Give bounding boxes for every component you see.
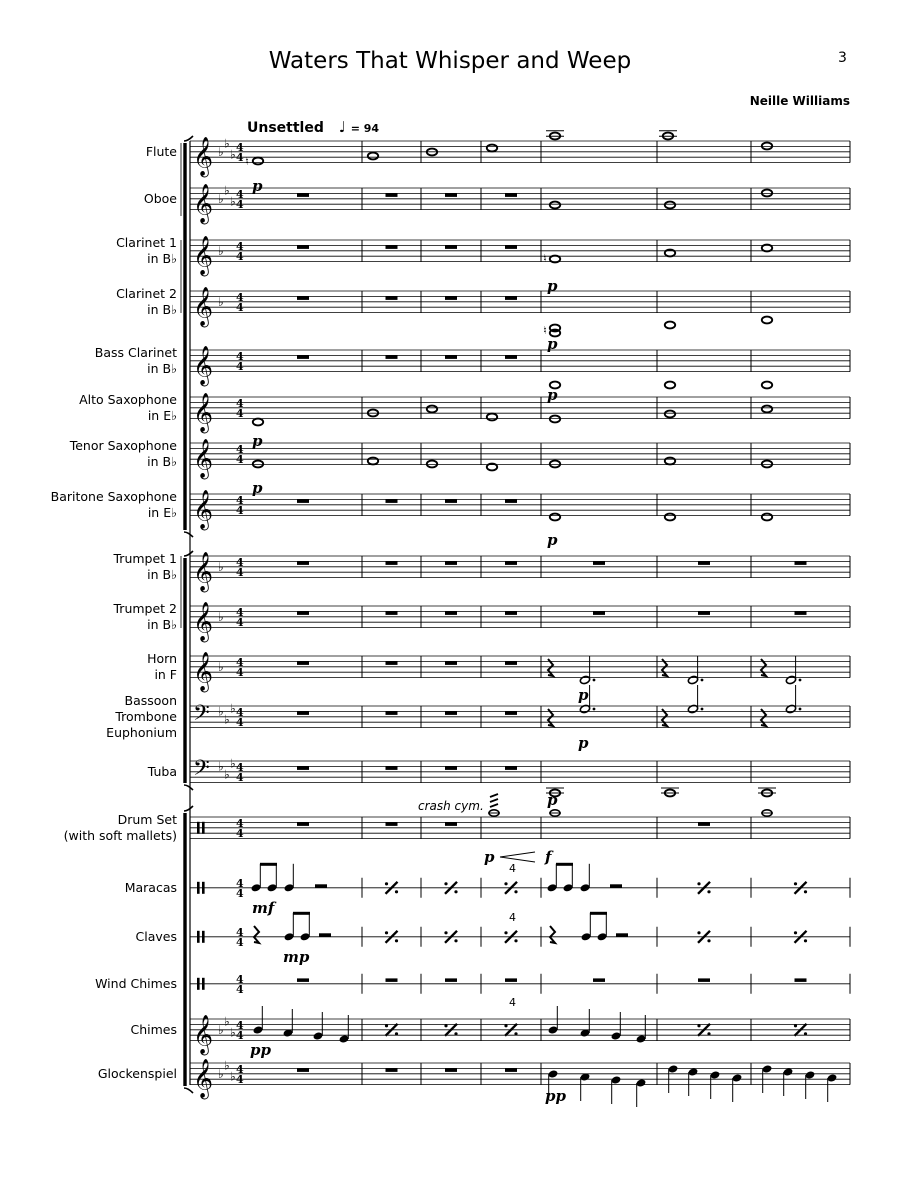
whole-rest [445, 1068, 457, 1072]
whole-rest [698, 611, 710, 615]
key-flat-icon: ♭ [218, 1066, 224, 1081]
repeat-count: 4 [509, 996, 516, 1009]
time-sig-bottom: 4 [236, 406, 244, 420]
whole-rest [593, 611, 605, 615]
whole-rest [386, 355, 398, 359]
staff-horn [190, 656, 850, 678]
whole-rest [297, 193, 309, 197]
instrument-label-oboe: Oboe [143, 190, 177, 206]
staff-low-brass [190, 706, 850, 728]
quarter-note-icon: ♩ [338, 118, 346, 136]
time-sig-bottom: 4 [236, 826, 244, 840]
whole-note [762, 406, 772, 413]
beam [260, 863, 277, 866]
treble-clef-icon: 𝄞 [193, 1014, 214, 1055]
percussion-clef-icon [202, 978, 205, 990]
staff-alto-sax [190, 397, 850, 419]
treble-clef-icon: 𝄞 [193, 438, 214, 479]
repeat-count: 4 [509, 911, 516, 924]
whole-rest [505, 193, 517, 197]
dynamic-mf: mf [252, 899, 275, 917]
time-sig-bottom: 4 [236, 150, 244, 164]
augmentation-dot [593, 679, 596, 682]
whole-note [665, 382, 675, 389]
key-flat-icon: ♭ [230, 194, 236, 209]
key-flat-icon: ♭ [224, 1058, 230, 1073]
time-sig-bottom: 4 [236, 982, 244, 996]
whole-rest [445, 978, 457, 982]
whole-note [253, 419, 263, 426]
key-flat-icon: ♭ [218, 559, 224, 574]
time-sig-top: 4 [236, 760, 244, 774]
dynamic-pp: pp [545, 1087, 566, 1105]
whole-rest [445, 711, 457, 715]
measure-repeat-dot [794, 1024, 797, 1027]
whole-rest [297, 355, 309, 359]
time-sig-top: 4 [236, 349, 244, 363]
measure-repeat-dot [707, 939, 710, 942]
percussion-clef-icon [197, 822, 200, 834]
dynamic-p: p [547, 531, 558, 549]
whole-rest [795, 611, 807, 615]
bass-clef-icon: 𝄢 [193, 700, 210, 731]
half-rest [315, 884, 327, 888]
whole-rest [505, 978, 517, 982]
dynamic-p: p [578, 686, 589, 704]
whole-rest [297, 661, 309, 665]
treble-clef-icon: 𝄞 [193, 1058, 214, 1099]
instrument-label-chimes: Chimes [130, 1021, 177, 1037]
page-number: 3 [838, 50, 847, 66]
dynamic-pp: pp [250, 1041, 271, 1059]
whole-rest [795, 978, 807, 982]
staff-tuba [190, 761, 850, 783]
key-flat-icon: ♭ [224, 183, 230, 198]
key-flat-icon: ♭ [224, 767, 230, 782]
woodwind-bracket-cap [184, 136, 193, 141]
key-flat-icon: ♭ [224, 136, 230, 151]
measure-repeat-dot [504, 882, 507, 885]
dotted-half-note [687, 675, 698, 684]
whole-rest [297, 711, 309, 715]
whole-rest [386, 822, 398, 826]
composer: Neille Williams [749, 94, 850, 108]
percussion-bracket-cap [184, 806, 193, 811]
beam [556, 863, 573, 866]
repeat-count: 4 [509, 862, 516, 875]
time-sig-top: 4 [236, 493, 244, 507]
staff-wind-chimes [190, 974, 850, 994]
whole-note [762, 382, 772, 389]
whole-rest [386, 978, 398, 982]
whole-rest [445, 561, 457, 565]
key-flat-icon: ♭ [218, 759, 224, 774]
measure-repeat-dot [385, 1024, 388, 1027]
tremolo-slash [490, 804, 498, 807]
woodwind-bracket-cap [184, 532, 193, 537]
instrument-label-low-brass: Bassoon Trombone Euphonium [106, 692, 177, 740]
staff-drum-set [190, 817, 850, 839]
treble-clef-icon: 𝄞 [193, 136, 214, 177]
measure-repeat-dot [395, 1032, 398, 1035]
whole-rest [505, 766, 517, 770]
treble-clef-icon: 𝄞 [193, 489, 214, 530]
whole-rest [386, 193, 398, 197]
natural-icon: ♮ [245, 155, 249, 168]
instrument-label-trumpet1: Trumpet 1 in B♭ [113, 550, 177, 582]
augmentation-dot [799, 679, 802, 682]
whole-rest [445, 296, 457, 300]
whole-note [762, 514, 772, 521]
measure-repeat-dot [514, 1032, 517, 1035]
measure-repeat-dot [707, 890, 710, 893]
time-sig-top: 4 [236, 1062, 244, 1076]
whole-rest [505, 661, 517, 665]
instrument-label-clarinet2: Clarinet 2 in B♭ [116, 285, 177, 317]
percussion-clef-icon [202, 882, 205, 894]
whole-note [550, 202, 560, 209]
time-sig-top: 4 [236, 655, 244, 669]
key-flat-icon: ♭ [218, 1022, 224, 1037]
time-sig-top: 4 [236, 1018, 244, 1032]
whole-rest [297, 822, 309, 826]
time-sig-top: 4 [236, 140, 244, 154]
whole-rest [386, 661, 398, 665]
instrument-label-tuba: Tuba [147, 763, 177, 779]
dynamic-p: p [578, 734, 589, 752]
whole-note [665, 514, 675, 521]
whole-rest [698, 978, 710, 982]
measure-repeat-dot [794, 931, 797, 934]
instrument-label-claves: Claves [135, 928, 177, 944]
measure-repeat-dot [395, 890, 398, 893]
staff-clarinet2 [190, 291, 850, 313]
treble-clef-icon: 𝄞 [193, 183, 214, 224]
measure-repeat-dot [697, 931, 700, 934]
measure-repeat-dot [697, 882, 700, 885]
time-sig-top: 4 [236, 187, 244, 201]
whole-rest [445, 499, 457, 503]
whole-rest [698, 561, 710, 565]
whole-rest [297, 611, 309, 615]
whole-rest [505, 611, 517, 615]
measure-repeat-dot [804, 1032, 807, 1035]
whole-note [665, 202, 675, 209]
time-sig-top: 4 [236, 555, 244, 569]
time-sig-top: 4 [236, 239, 244, 253]
whole-rest [386, 1068, 398, 1072]
whole-rest [505, 711, 517, 715]
percussion-clef-icon [197, 931, 200, 943]
time-sig-top: 4 [236, 290, 244, 304]
treble-clef-icon: 𝄞 [193, 601, 214, 642]
whole-rest [505, 245, 517, 249]
time-sig-top: 4 [236, 705, 244, 719]
staff-oboe [190, 188, 850, 210]
treble-clef-icon: 𝄞 [193, 551, 214, 592]
time-sig-bottom: 4 [236, 770, 244, 784]
measure-repeat-dot [395, 939, 398, 942]
measure-repeat-dot [707, 1032, 710, 1035]
whole-note [550, 461, 560, 468]
measure-repeat-dot [454, 939, 457, 942]
natural-icon: ♮ [543, 252, 547, 265]
whole-rest [297, 245, 309, 249]
staff-flute [190, 141, 850, 163]
whole-rest [593, 561, 605, 565]
augmentation-dot [701, 679, 704, 682]
time-sig-top: 4 [236, 816, 244, 830]
page-title: Waters That Whisper and Weep [268, 48, 632, 74]
whole-note [762, 317, 772, 324]
time-sig-top: 4 [236, 972, 244, 986]
dynamic-mp: mp [283, 948, 310, 966]
measure-repeat-dot [794, 882, 797, 885]
measure-repeat-dot [385, 882, 388, 885]
time-sig-bottom: 4 [236, 452, 244, 466]
whole-rest [445, 245, 457, 249]
treble-clef-icon: 𝄞 [193, 651, 214, 692]
crescendo-hairpin [500, 852, 535, 862]
key-flat-icon: ♭ [230, 1069, 236, 1084]
whole-note [368, 153, 378, 160]
whole-rest [386, 611, 398, 615]
whole-rest [386, 561, 398, 565]
augmentation-dot [799, 708, 802, 711]
dotted-half-note [579, 675, 590, 684]
measure-repeat-dot [454, 890, 457, 893]
time-sig-bottom: 4 [236, 359, 244, 373]
instrument-label-horn: Horn in F [147, 650, 177, 682]
whole-rest [445, 193, 457, 197]
staff-bari-sax [190, 494, 850, 516]
key-flat-icon: ♭ [230, 147, 236, 162]
instrument-label-maracas: Maracas [124, 879, 177, 895]
whole-note [665, 322, 675, 329]
percussion-clef-icon [202, 822, 205, 834]
whole-rest [505, 296, 517, 300]
staff-trumpet1 [190, 556, 850, 578]
time-sig-bottom: 4 [236, 886, 244, 900]
whole-rest [386, 499, 398, 503]
time-sig-bottom: 4 [236, 503, 244, 517]
key-flat-icon: ♭ [230, 701, 236, 716]
brass-bracket-cap [184, 551, 193, 556]
measure-repeat-dot [514, 890, 517, 893]
natural-icon: ♮ [543, 324, 547, 337]
whole-note [368, 458, 378, 465]
whole-note [253, 158, 263, 165]
instrument-label-bari-sax: Baritone Saxophone in E♭ [50, 488, 177, 520]
whole-rest [297, 561, 309, 565]
treble-clef-icon: 𝄞 [193, 286, 214, 327]
time-sig-bottom: 4 [236, 665, 244, 679]
dynamic-p: p [547, 791, 558, 809]
whole-note [665, 458, 675, 465]
whole-rest [297, 1068, 309, 1072]
time-sig-bottom: 4 [236, 615, 244, 629]
measure-repeat-dot [504, 1024, 507, 1027]
whole-rest [386, 711, 398, 715]
measure-repeat-dot [385, 931, 388, 934]
brass-bracket-cap [184, 785, 193, 790]
instrument-label-trumpet2: Trumpet 2 in B♭ [113, 600, 177, 632]
tempo-text: Unsettled [247, 120, 324, 136]
measure-repeat-dot [444, 882, 447, 885]
whole-rest [505, 355, 517, 359]
tempo-bpm: = 94 [350, 122, 380, 135]
whole-rest [445, 355, 457, 359]
whole-note [762, 461, 772, 468]
whole-rest [386, 245, 398, 249]
key-flat-icon: ♭ [218, 659, 224, 674]
dynamic-p: p [252, 432, 263, 450]
time-sig-top: 4 [236, 876, 244, 890]
key-flat-icon: ♭ [218, 294, 224, 309]
dynamic-p: p [484, 848, 495, 866]
dynamic-p: p [547, 386, 558, 404]
key-flat-icon: ♭ [218, 609, 224, 624]
treble-clef-icon: 𝄞 [193, 235, 214, 276]
measure-repeat-dot [514, 939, 517, 942]
time-sig-bottom: 4 [236, 565, 244, 579]
quarter-rest [550, 926, 555, 943]
time-sig-top: 4 [236, 396, 244, 410]
time-sig-top: 4 [236, 605, 244, 619]
time-sig-bottom: 4 [236, 715, 244, 729]
instrument-label-glockenspiel: Glockenspiel [97, 1065, 177, 1081]
time-sig-bottom: 4 [236, 249, 244, 263]
tremolo-slash [490, 799, 498, 802]
whole-rest [445, 822, 457, 826]
whole-rest [445, 766, 457, 770]
whole-rest [698, 822, 710, 826]
staff-bass-clarinet [190, 350, 850, 372]
whole-rest [297, 499, 309, 503]
whole-note [550, 514, 560, 521]
crash-cymbal-label: crash cym. [418, 799, 484, 813]
percussion-bracket-cap [184, 1088, 193, 1093]
measure-repeat-dot [804, 890, 807, 893]
whole-rest [505, 561, 517, 565]
measure-repeat-dot [444, 1024, 447, 1027]
whole-rest [297, 296, 309, 300]
dynamic-p: p [252, 177, 263, 195]
measure-repeat-dot [444, 931, 447, 934]
percussion-clef-icon [197, 882, 200, 894]
staff-glockenspiel [190, 1063, 850, 1085]
half-rest [616, 933, 628, 937]
whole-note [427, 406, 437, 413]
time-sig-top: 4 [236, 925, 244, 939]
treble-clef-icon: 𝄞 [193, 345, 214, 386]
whole-rest [386, 766, 398, 770]
key-flat-icon: ♭ [218, 191, 224, 206]
instrument-label-clarinet1: Clarinet 1 in B♭ [116, 234, 177, 266]
whole-note [487, 414, 497, 421]
bass-clef-icon: 𝄢 [193, 755, 210, 786]
measure-repeat-dot [454, 1032, 457, 1035]
whole-rest [505, 1068, 517, 1072]
key-flat-icon: ♭ [224, 1014, 230, 1029]
instrument-label-alto-sax: Alto Saxophone in E♭ [79, 391, 177, 423]
whole-rest [795, 561, 807, 565]
whole-note [665, 411, 675, 418]
whole-note [427, 461, 437, 468]
instrument-label-flute: Flute [145, 143, 177, 159]
instrument-label-wind-chimes: Wind Chimes [95, 975, 177, 991]
whole-rest [297, 766, 309, 770]
instrument-label-drum-set: Drum Set (with soft mallets) [63, 811, 177, 843]
half-rest [319, 933, 331, 937]
time-sig-bottom: 4 [236, 1028, 244, 1042]
staff-trumpet2 [190, 606, 850, 628]
beam [590, 912, 607, 915]
dynamic-p: p [547, 335, 558, 353]
measure-repeat-dot [804, 939, 807, 942]
time-sig-bottom: 4 [236, 300, 244, 314]
time-sig-bottom: 4 [236, 1072, 244, 1086]
whole-rest [386, 296, 398, 300]
treble-clef-icon: 𝄞 [193, 392, 214, 433]
dynamic-p: p [252, 479, 263, 497]
whole-rest [445, 611, 457, 615]
whole-note [487, 145, 497, 152]
beam [293, 912, 310, 915]
whole-rest [297, 978, 309, 982]
time-sig-bottom: 4 [236, 935, 244, 949]
time-sig-bottom: 4 [236, 197, 244, 211]
key-flat-icon: ♭ [218, 243, 224, 258]
key-flat-icon: ♭ [218, 144, 224, 159]
half-rest [610, 884, 622, 888]
percussion-clef-icon [202, 931, 205, 943]
key-flat-icon: ♭ [224, 712, 230, 727]
augmentation-dot [701, 708, 704, 711]
key-flat-icon: ♭ [230, 756, 236, 771]
dynamic-p: p [547, 277, 558, 295]
staff-tenor-sax [190, 443, 850, 465]
quarter-rest [254, 926, 259, 943]
key-flat-icon: ♭ [230, 1025, 236, 1040]
dynamic-f: f [545, 848, 552, 866]
augmentation-dot [593, 708, 596, 711]
time-sig-top: 4 [236, 442, 244, 456]
measure-repeat-dot [504, 931, 507, 934]
instrument-label-tenor-sax: Tenor Saxophone in B♭ [69, 437, 177, 469]
whole-rest [593, 978, 605, 982]
dotted-half-note [785, 675, 796, 684]
whole-rest [445, 661, 457, 665]
key-flat-icon: ♭ [218, 704, 224, 719]
instrument-label-bass-clarinet: Bass Clarinet in B♭ [94, 344, 177, 376]
tremolo-slash [490, 794, 498, 797]
whole-note [253, 461, 263, 468]
measure-repeat-dot [697, 1024, 700, 1027]
percussion-clef-icon [197, 978, 200, 990]
whole-rest [505, 499, 517, 503]
staff-clarinet1 [190, 240, 850, 262]
